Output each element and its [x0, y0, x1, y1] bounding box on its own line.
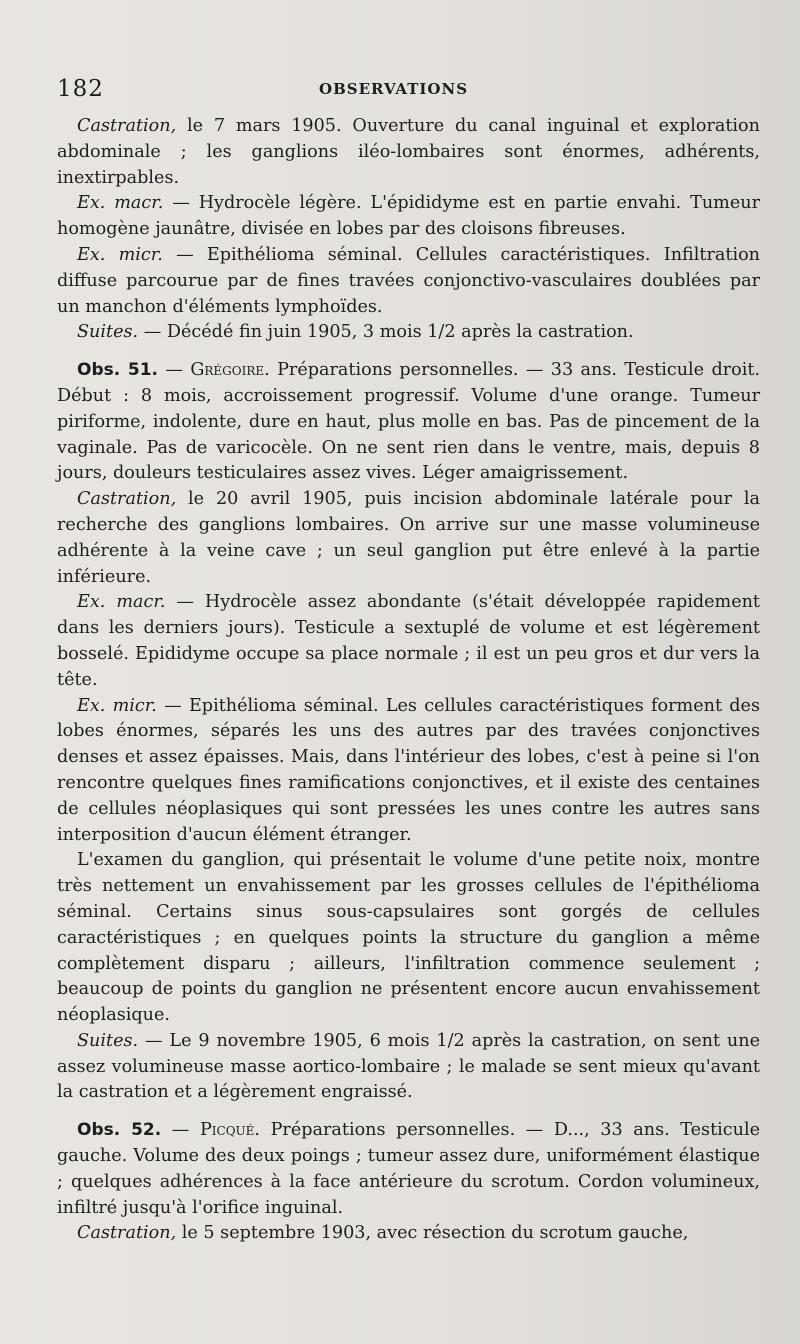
para-text: — Hydrocèle assez abondante (s'était développée rapidement dans les derniers jours). Testicule a sextuplé de volume et est légèrement bosselé. Epididyme occupe sa place normale ; il est un peu gros et dur vers la tête.	[57, 592, 761, 690]
running-title: OBSERVATIONS	[319, 80, 469, 98]
paragraph-ex-macr-1	[57, 191, 760, 243]
para-label: Castration,	[77, 116, 177, 136]
para-text: . Préparations personnelles. — 33 ans. Testicule droit. Début : 8 mois, accroissement progressif. Volume d'une orange. Tumeur piriforme, indolente, dure en haut, plus molle en bas. Pas de pincement de la vaginale. Pas de varicocèle. On ne sent rien dans le ventre, mais, depuis 8 jours, douleurs testiculaires assez vives. Léger amaigrissement.	[57, 360, 760, 484]
para-text: le 5 septembre 1903, avec résection du scrotum gauche,	[176, 1223, 689, 1244]
para-label: Suites.	[77, 322, 139, 343]
observation-52: Obs. 52. — Picqué. Préparations personnelles. — D..., 33 ans. Testicule gauche. Volume des deux poings ; tumeur assez dure, uniformément élastique ; quelques adhérences à la face antérieure du scrotum. Cordon volumineux, infiltré jusqu'à l'orifice inguinal.	[57, 1120, 760, 1218]
para-text: . Préparations personnelles. — D..., 33 ans. Testicule gauche. Volume des deux poings ; tumeur assez dure, uniformément élastique ; quelques adhérences à la face antérieure du scrotum. Cordon volumineux, infiltré jusqu'à l'orifice inguinal.	[57, 1120, 760, 1218]
paragraph-castration-3	[57, 1221, 760, 1247]
para-text: L'examen du ganglion, qui présentait le volume d'une petite noix, montre très nettement un envahissement par les grosses cellules de l'épithélioma séminal. Certains sinus sous-capsulaires sont gorgés de cellules caractéristiques ; en quelques points la structure du ganglion a même complètement disparu ; ailleurs, l'infiltration commence seulement ; beaucoup de points du ganglion ne présentent encore aucun envahissement néoplasique.	[57, 850, 760, 1026]
para-label: Suites.	[77, 1030, 139, 1051]
paragraph-examen-ganglion	[57, 848, 760, 1029]
page-number: 182	[57, 76, 104, 102]
para-label: Castration,	[77, 1223, 177, 1244]
para-label: Ex. micr.	[77, 244, 163, 265]
paragraph-castration-2	[57, 487, 760, 590]
observation-51: Obs. 51. — Grégoire. Préparations personnelles. — 33 ans. Testicule droit. Début : 8 mois, accroissement progressif. Volume d'une orange. Tumeur piriforme, indolente, dure en haut, plus molle en bas. Pas de pincement de la vaginale. Pas de varicocèle. On ne sent rien dans le ventre, mais, depuis 8 jours, douleurs testiculaires assez vives. Léger amaigrissement.	[57, 360, 760, 484]
para-text: le 7 mars 1905. Ouverture du canal inguinal et exploration abdominale ; les ganglions iléo-lombaires sont énormes, adhérents, inextirpables.	[57, 116, 760, 188]
obs-label: Obs. 51.	[77, 360, 158, 381]
obs-author: Grégoire	[190, 360, 265, 381]
para-text: le 20 avril 1905, puis incision abdominale latérale pour la recherche des ganglions lombaires. On arrive sur une masse volumineuse adhérente à la veine cave ; un seul ganglion put être enlevé à la partie inférieure.	[57, 489, 760, 587]
paragraph-ex-macr-2	[57, 590, 760, 693]
para-text: — Epithélioma séminal. Les cellules caractéristiques forment des lobes énormes, séparés les uns des autres par des travées conjonctives denses et assez épaisses. Mais, dans l'intérieur des lobes, c'est à peine si l'on rencontre quelques fines ramifications conjonctives, et il existe des centaines de cellules néoplasiques qui sont pressées les unes contre les autres sans interposition d'aucun élément étranger.	[57, 695, 760, 845]
para-text: — Epithélioma séminal. Cellules caractéristiques. Infiltration diffuse parcourue par de fines travées conjonctivo-vasculaires doublées par un manchon d'éléments lymphoïdes.	[57, 244, 760, 317]
para-text: — Décédé fin juin 1905, 3 mois 1/2 après la castration.	[138, 322, 634, 343]
para-label: Castration,	[77, 489, 177, 510]
para-label: Ex. micr.	[77, 695, 157, 716]
para-text: — Hydrocèle légère. L'épididyme est en partie envahi. Tumeur homogène jaunâtre, divisée en lobes par des cloisons fibreuses.	[57, 193, 760, 240]
paragraph-ex-micr-2	[57, 694, 760, 849]
para-text: — Le 9 novembre 1905, 6 mois 1/2 après la castration, on sent une assez volumineuse masse aortico-lombaire ; le malade se sent mieux qu'avant la castration et a légèrement engraissé.	[57, 1030, 760, 1103]
paragraph-suites-2	[57, 1029, 760, 1106]
paragraph-ex-micr-1	[57, 243, 760, 320]
para-label: Ex. macr.	[77, 193, 164, 214]
page-header	[57, 76, 760, 110]
obs-author: Picqué	[199, 1120, 255, 1141]
obs-label: Obs. 52.	[77, 1120, 162, 1141]
paragraph-suites-1	[57, 320, 760, 346]
para-label: Ex. macr.	[77, 592, 166, 613]
paragraph-castration-1	[57, 114, 760, 191]
